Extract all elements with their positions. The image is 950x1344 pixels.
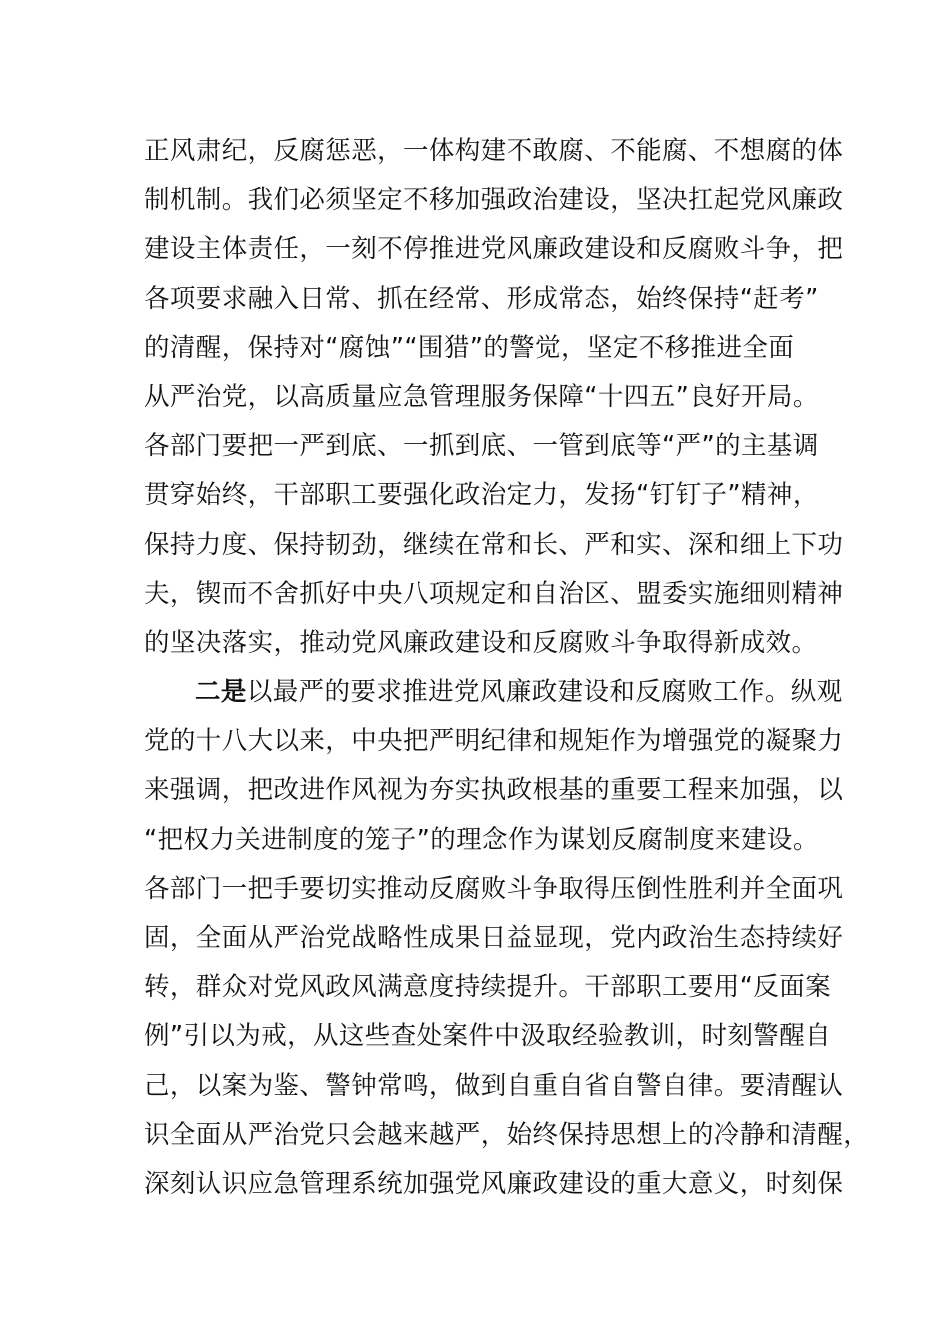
text-line: 深刻认识应急管理系统加强党风廉政建设的重大意义，时刻保 (144, 1168, 844, 1199)
text-line: 各部门一把手要切实推动反腐败斗争取得压倒性胜利并全面巩 (144, 873, 844, 904)
text-line: 各项要求融入日常、抓在经常、形成常态，始终保持“赶考” (144, 283, 819, 314)
text-line: 各部门要把一严到底、一抓到底、一管到底等“严”的主基调 (144, 431, 819, 462)
text-line: 己，以案为鉴、警钟常鸣，做到自重自省自警自律。要清醒认 (144, 1070, 844, 1101)
text-line: 党的十八大以来，中央把严明纪律和规矩作为增强党的凝聚力 (144, 726, 844, 757)
text-line: 正风肃纪，反腐惩恶，一体构建不敢腐、不能腐、不想腐的体 (144, 136, 844, 166)
text-line: 建设主体责任，一刻不停推进党风廉政建设和反腐败斗争，把 (144, 234, 844, 265)
text-line: 识全面从严治党只会越来越严，始终保持思想上的冷静和清醒， (144, 1119, 870, 1150)
paragraph-lead: 二是 (195, 677, 247, 708)
text-line: 转，群众对党风政风满意度持续提升。干部职工要用“反面案 (144, 972, 832, 1003)
text-line: 制机制。我们必须坚定不移加强政治建设，坚决扛起党风廉政 (144, 185, 844, 216)
text-line: 从严治党，以高质量应急管理服务保障“十四五”良好开局。 (144, 381, 819, 412)
text-line: 固，全面从严治党战略性成果日益显现，党内政治生态持续好 (144, 923, 844, 953)
body-text (144, 127, 870, 1209)
paragraph-first-line (144, 668, 843, 717)
text-line: 的清醒，保持对“腐蚀”“围猎”的警觉，坚定不移推进全面 (144, 332, 795, 363)
paragraph-first-text: 以最严的要求推进党风廉政建设和反腐败工作。纵观 (246, 677, 843, 708)
text-line: 例”引以为戒，从这些查处案件中汲取经验教训，时刻警醒自 (144, 1021, 832, 1052)
text-line: “把权力关进制度的笼子”的理念作为谋划反腐制度来建设。 (144, 824, 819, 855)
text-line: 来强调，把改进作风视为夯实执政根基的重要工程来加强，以 (144, 775, 844, 806)
text-line: 贯穿始终，干部职工要强化政治定力，发扬“钉钉子”精神， (144, 480, 819, 511)
text-line: 的坚决落实，推动党风廉政建设和反腐败斗争取得新成效。 (144, 627, 818, 658)
text-line: 保持力度、保持韧劲，继续在常和长、严和实、深和细上下功 (144, 529, 844, 560)
text-line: 夫，锲而不舍抓好中央八项规定和自治区、盟委实施细则精神 (144, 578, 844, 609)
